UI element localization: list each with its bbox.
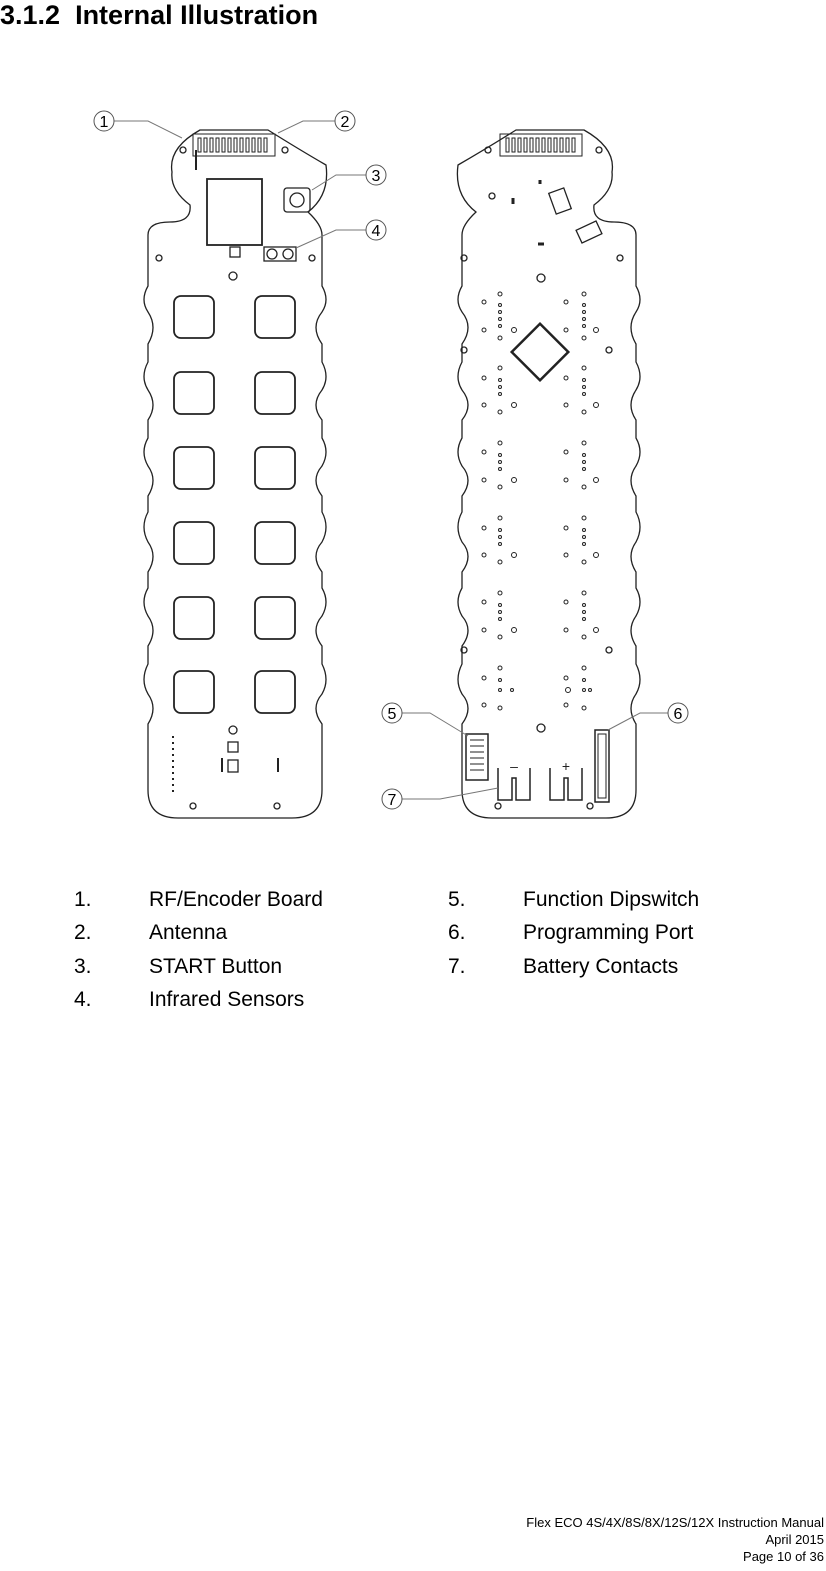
callout-3-label: 3 xyxy=(371,168,381,185)
right-board-outline xyxy=(457,130,640,818)
battery-plus-mark: + xyxy=(561,758,571,774)
legend-item-label: Programming Port xyxy=(523,921,694,944)
legend-item-number: 5. xyxy=(448,888,466,911)
left-board-outline xyxy=(144,130,327,818)
callout-1-label: 1 xyxy=(99,114,109,131)
right-board-components xyxy=(461,134,623,809)
callout-6-label: 6 xyxy=(673,706,683,723)
manual-title: Flex ECO 4S/4X/8S/8X/12S/12X Instruction Manual xyxy=(526,1515,824,1530)
section-title: Internal Illustration xyxy=(75,0,319,30)
legend-item-number: 2. xyxy=(74,921,92,944)
callout-4-label: 4 xyxy=(371,223,381,240)
legend-item-label: Infrared Sensors xyxy=(149,988,305,1011)
legend-item-number: 4. xyxy=(74,988,92,1011)
page-footer xyxy=(526,1514,824,1565)
callout-leaders xyxy=(114,121,668,799)
legend-item-label: START Button xyxy=(149,955,283,978)
legend-item-number: 6. xyxy=(448,921,466,944)
left-board-components xyxy=(156,134,315,809)
callout-5-label: 5 xyxy=(387,706,397,723)
legend-item-label: Function Dipswitch xyxy=(523,888,700,911)
callout-3 xyxy=(366,165,386,185)
callout-7 xyxy=(382,789,402,809)
page-number: Page 10 of 36 xyxy=(743,1549,824,1564)
callout-1 xyxy=(94,111,114,131)
legend-item-number: 3. xyxy=(74,955,92,978)
battery-minus-mark: – xyxy=(510,758,518,774)
legend-item-label: Antenna xyxy=(149,921,228,944)
callout-7-label: 7 xyxy=(387,792,397,809)
section-number: 3.1.2 xyxy=(0,0,61,30)
callout-4 xyxy=(366,220,386,240)
callout-2 xyxy=(335,111,355,131)
legend-item-label: Battery Contacts xyxy=(523,955,679,978)
legend-item-number: 1. xyxy=(74,888,92,911)
legend-item-label: RF/Encoder Board xyxy=(149,888,323,911)
callouts xyxy=(94,111,688,809)
callout-6 xyxy=(668,703,688,723)
publication-date: April 2015 xyxy=(765,1532,824,1547)
callout-2-label: 2 xyxy=(340,114,350,131)
callout-5 xyxy=(382,703,402,723)
component-legend xyxy=(0,888,826,1028)
legend-item-number: 7. xyxy=(448,955,466,978)
